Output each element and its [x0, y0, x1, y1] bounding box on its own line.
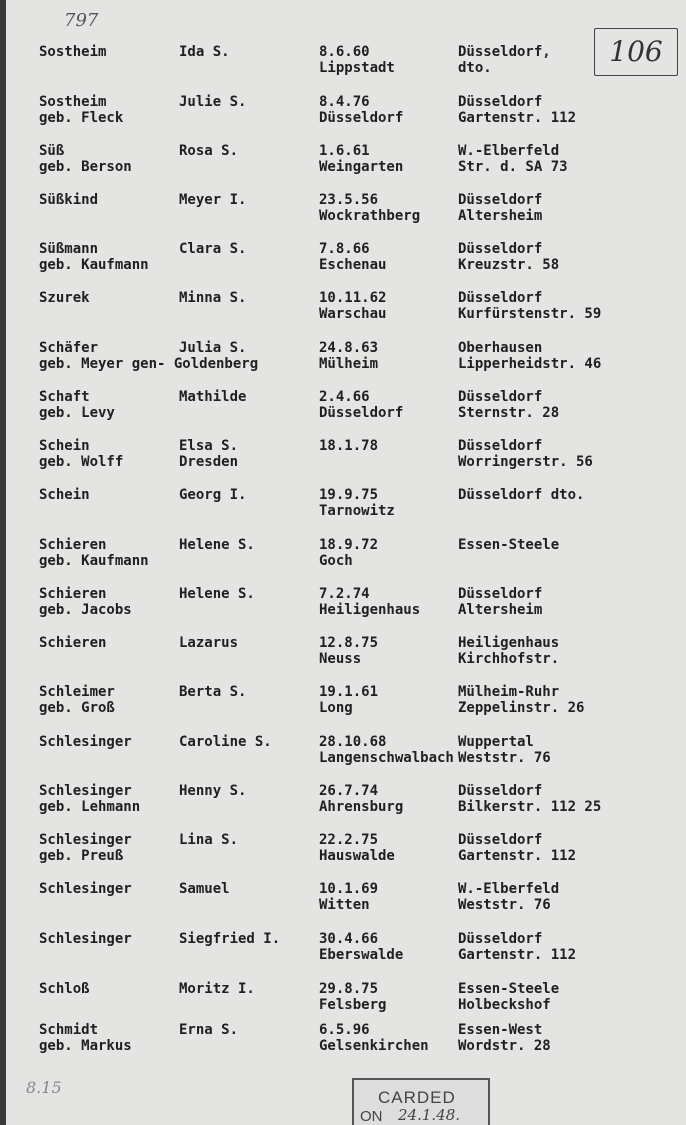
given-name-line2: Dresden	[179, 454, 239, 470]
birthplace: Mülheim	[319, 356, 379, 372]
handwritten-page-number: 797	[64, 10, 99, 31]
address-city: Mülheim-Ruhr	[458, 684, 560, 700]
birthplace: Tarnowitz	[319, 503, 395, 519]
birth-date: 8.6.60	[319, 44, 370, 60]
birthplace: Goch	[319, 553, 353, 569]
birth-date: 19.1.61	[319, 684, 379, 700]
birthplace: Ahrensburg	[319, 799, 404, 815]
address-street: Kurfürstenstr. 59	[458, 306, 602, 322]
address-street: Bilkerstr. 112 25	[458, 799, 602, 815]
address-city: Oberhausen	[458, 340, 543, 356]
address-street: Kirchhofstr.	[458, 651, 560, 667]
birthplace: Eschenau	[319, 257, 387, 273]
birth-date: 2.4.66	[319, 389, 370, 405]
birth-date: 10.1.69	[319, 881, 379, 897]
list-item	[6, 832, 686, 868]
list-item	[6, 438, 686, 474]
birthplace: Eberswalde	[319, 947, 404, 963]
surname: Schlesinger	[39, 881, 132, 897]
address-city: Düsseldorf	[458, 783, 543, 799]
given-name: Mathilde	[179, 389, 247, 405]
maiden-name: geb. Kaufmann	[39, 257, 149, 273]
given-name: Lina S.	[179, 832, 239, 848]
birth-date: 30.4.66	[319, 931, 379, 947]
given-name: Clara S.	[179, 241, 247, 257]
surname: Süß	[39, 143, 65, 159]
given-name: Helene S.	[179, 537, 255, 553]
birth-date: 18.9.72	[319, 537, 379, 553]
address-city: Düsseldorf	[458, 94, 543, 110]
list-item	[6, 290, 686, 326]
birth-date: 1.6.61	[319, 143, 370, 159]
address-street: Wordstr. 28	[458, 1038, 551, 1054]
address-street: Worringerstr. 56	[458, 454, 593, 470]
address-street: Gartenstr. 112	[458, 110, 577, 126]
maiden-name: geb. Wolff	[39, 454, 124, 470]
surname: Schieren	[39, 586, 107, 602]
given-name: Siegfried I.	[179, 931, 281, 947]
surname: Schlesinger	[39, 832, 132, 848]
surname: Szurek	[39, 290, 90, 306]
maiden-name: geb. Levy	[39, 405, 115, 421]
address-street: dto.	[458, 60, 492, 76]
maiden-name: geb. Groß	[39, 700, 115, 716]
given-name: Julia S.	[179, 340, 247, 356]
maiden-name: geb. Markus	[39, 1038, 132, 1054]
surname: Sostheim	[39, 44, 107, 60]
given-name: Elsa S.	[179, 438, 239, 454]
maiden-name: geb. Jacobs	[39, 602, 132, 618]
surname: Schloß	[39, 981, 90, 997]
given-name: Helene S.	[179, 586, 255, 602]
birth-date: 19.9.75	[319, 487, 379, 503]
address-city: Essen-Steele	[458, 537, 560, 553]
given-name: Meyer I.	[179, 192, 247, 208]
address-street: Gartenstr. 112	[458, 947, 577, 963]
list-item	[6, 389, 686, 425]
maiden-name: geb. Lehmann	[39, 799, 141, 815]
birthplace: Langenschwalbach	[319, 750, 454, 766]
given-name: Henny S.	[179, 783, 247, 799]
address-street: Lipperheidstr. 46	[458, 356, 602, 372]
birth-date: 24.8.63	[319, 340, 379, 356]
birthplace: Lippstadt	[319, 60, 395, 76]
address-city: Düsseldorf	[458, 438, 543, 454]
list-item	[6, 635, 686, 671]
address-street: Sternstr. 28	[458, 405, 560, 421]
surname: Schein	[39, 438, 90, 454]
birthplace: Hauswalde	[319, 848, 395, 864]
birthplace: Düsseldorf	[319, 405, 404, 421]
given-name: Caroline S.	[179, 734, 272, 750]
birthplace: Warschau	[319, 306, 387, 322]
surname: Schieren	[39, 635, 107, 651]
surname: Süßmann	[39, 241, 99, 257]
birthplace: Witten	[319, 897, 370, 913]
address-street: Kreuzstr. 58	[458, 257, 560, 273]
given-name: Julie S.	[179, 94, 247, 110]
given-name: Minna S.	[179, 290, 247, 306]
surname: Schmidt	[39, 1022, 99, 1038]
birthplace: Gelsenkirchen	[319, 1038, 429, 1054]
list-item	[6, 586, 686, 622]
surname: Schein	[39, 487, 90, 503]
address-city: Essen-Steele	[458, 981, 560, 997]
address-street: Altersheim	[458, 602, 543, 618]
birth-date: 28.10.68	[319, 734, 387, 750]
list-item	[6, 94, 686, 130]
maiden-name: geb. Meyer gen- Goldenberg	[39, 356, 259, 372]
surname: Schlesinger	[39, 931, 132, 947]
list-item	[6, 241, 686, 277]
birthplace: Long	[319, 700, 353, 716]
list-item	[6, 881, 686, 917]
list-item	[6, 931, 686, 967]
document-page	[6, 0, 686, 1125]
birth-date: 26.7.74	[319, 783, 379, 799]
address-street: Weststr. 76	[458, 750, 551, 766]
address-city: Düsseldorf dto.	[458, 487, 585, 503]
maiden-name: geb. Kaufmann	[39, 553, 149, 569]
address-street: Altersheim	[458, 208, 543, 224]
handwritten-bottom-number: 8.15	[26, 1078, 62, 1097]
address-street: Str. d. SA 73	[458, 159, 568, 175]
birth-date: 10.11.62	[319, 290, 387, 306]
address-city: W.-Elberfeld	[458, 881, 560, 897]
carded-stamp	[352, 1078, 490, 1125]
address-city: Düsseldorf	[458, 290, 543, 306]
birth-date: 6.5.96	[319, 1022, 370, 1038]
list-item	[6, 1022, 686, 1058]
address-city: Heiligenhaus	[458, 635, 560, 651]
given-name: Rosa S.	[179, 143, 239, 159]
list-item	[6, 44, 686, 80]
address-city: Düsseldorf	[458, 389, 543, 405]
maiden-name: geb. Fleck	[39, 110, 124, 126]
address-city: Düsseldorf	[458, 931, 543, 947]
address-city: Wuppertal	[458, 734, 534, 750]
surname: Süßkind	[39, 192, 99, 208]
birth-date: 29.8.75	[319, 981, 379, 997]
list-item	[6, 340, 686, 376]
list-item	[6, 487, 686, 523]
list-item	[6, 192, 686, 228]
address-city: W.-Elberfeld	[458, 143, 560, 159]
stamp-date: 24.1.48.	[398, 1106, 461, 1124]
list-item	[6, 734, 686, 770]
surname: Schäfer	[39, 340, 99, 356]
given-name: Berta S.	[179, 684, 247, 700]
birthplace: Neuss	[319, 651, 362, 667]
address-city: Düsseldorf	[458, 241, 543, 257]
given-name: Lazarus	[179, 635, 239, 651]
list-item	[6, 143, 686, 179]
address-city: Düsseldorf,	[458, 44, 551, 60]
surname: Schlesinger	[39, 734, 132, 750]
list-item	[6, 981, 686, 1017]
stamp-label: CARDED	[378, 1088, 456, 1107]
maiden-name: geb. Preuß	[39, 848, 124, 864]
address-street: Weststr. 76	[458, 897, 551, 913]
birthplace: Felsberg	[319, 997, 387, 1013]
birthplace: Weingarten	[319, 159, 404, 175]
birthplace: Düsseldorf	[319, 110, 404, 126]
surname: Schieren	[39, 537, 107, 553]
given-name: Erna S.	[179, 1022, 239, 1038]
birthplace: Heiligenhaus	[319, 602, 421, 618]
birth-date: 7.8.66	[319, 241, 370, 257]
address-street: Gartenstr. 112	[458, 848, 577, 864]
surname: Schaft	[39, 389, 90, 405]
birth-date: 18.1.78	[319, 438, 379, 454]
address-street: Zeppelinstr. 26	[458, 700, 585, 716]
list-item	[6, 684, 686, 720]
given-name: Georg I.	[179, 487, 247, 503]
list-item	[6, 783, 686, 819]
stamp-on: ON	[360, 1108, 383, 1125]
surname: Schlesinger	[39, 783, 132, 799]
list-item	[6, 537, 686, 573]
address-city: Düsseldorf	[458, 832, 543, 848]
surname: Sostheim	[39, 94, 107, 110]
given-name: Moritz I.	[179, 981, 255, 997]
birthplace: Wockrathberg	[319, 208, 421, 224]
address-city: Düsseldorf	[458, 192, 543, 208]
given-name: Samuel	[179, 881, 230, 897]
birth-date: 22.2.75	[319, 832, 379, 848]
address-city: Essen-West	[458, 1022, 543, 1038]
birth-date: 8.4.76	[319, 94, 370, 110]
surname: Schleimer	[39, 684, 115, 700]
birth-date: 7.2.74	[319, 586, 370, 602]
birth-date: 12.8.75	[319, 635, 379, 651]
given-name: Ida S.	[179, 44, 230, 60]
address-city: Düsseldorf	[458, 586, 543, 602]
boxed-folio-number: 106	[594, 28, 678, 76]
birth-date: 23.5.56	[319, 192, 379, 208]
address-street: Holbeckshof	[458, 997, 551, 1013]
maiden-name: geb. Berson	[39, 159, 132, 175]
